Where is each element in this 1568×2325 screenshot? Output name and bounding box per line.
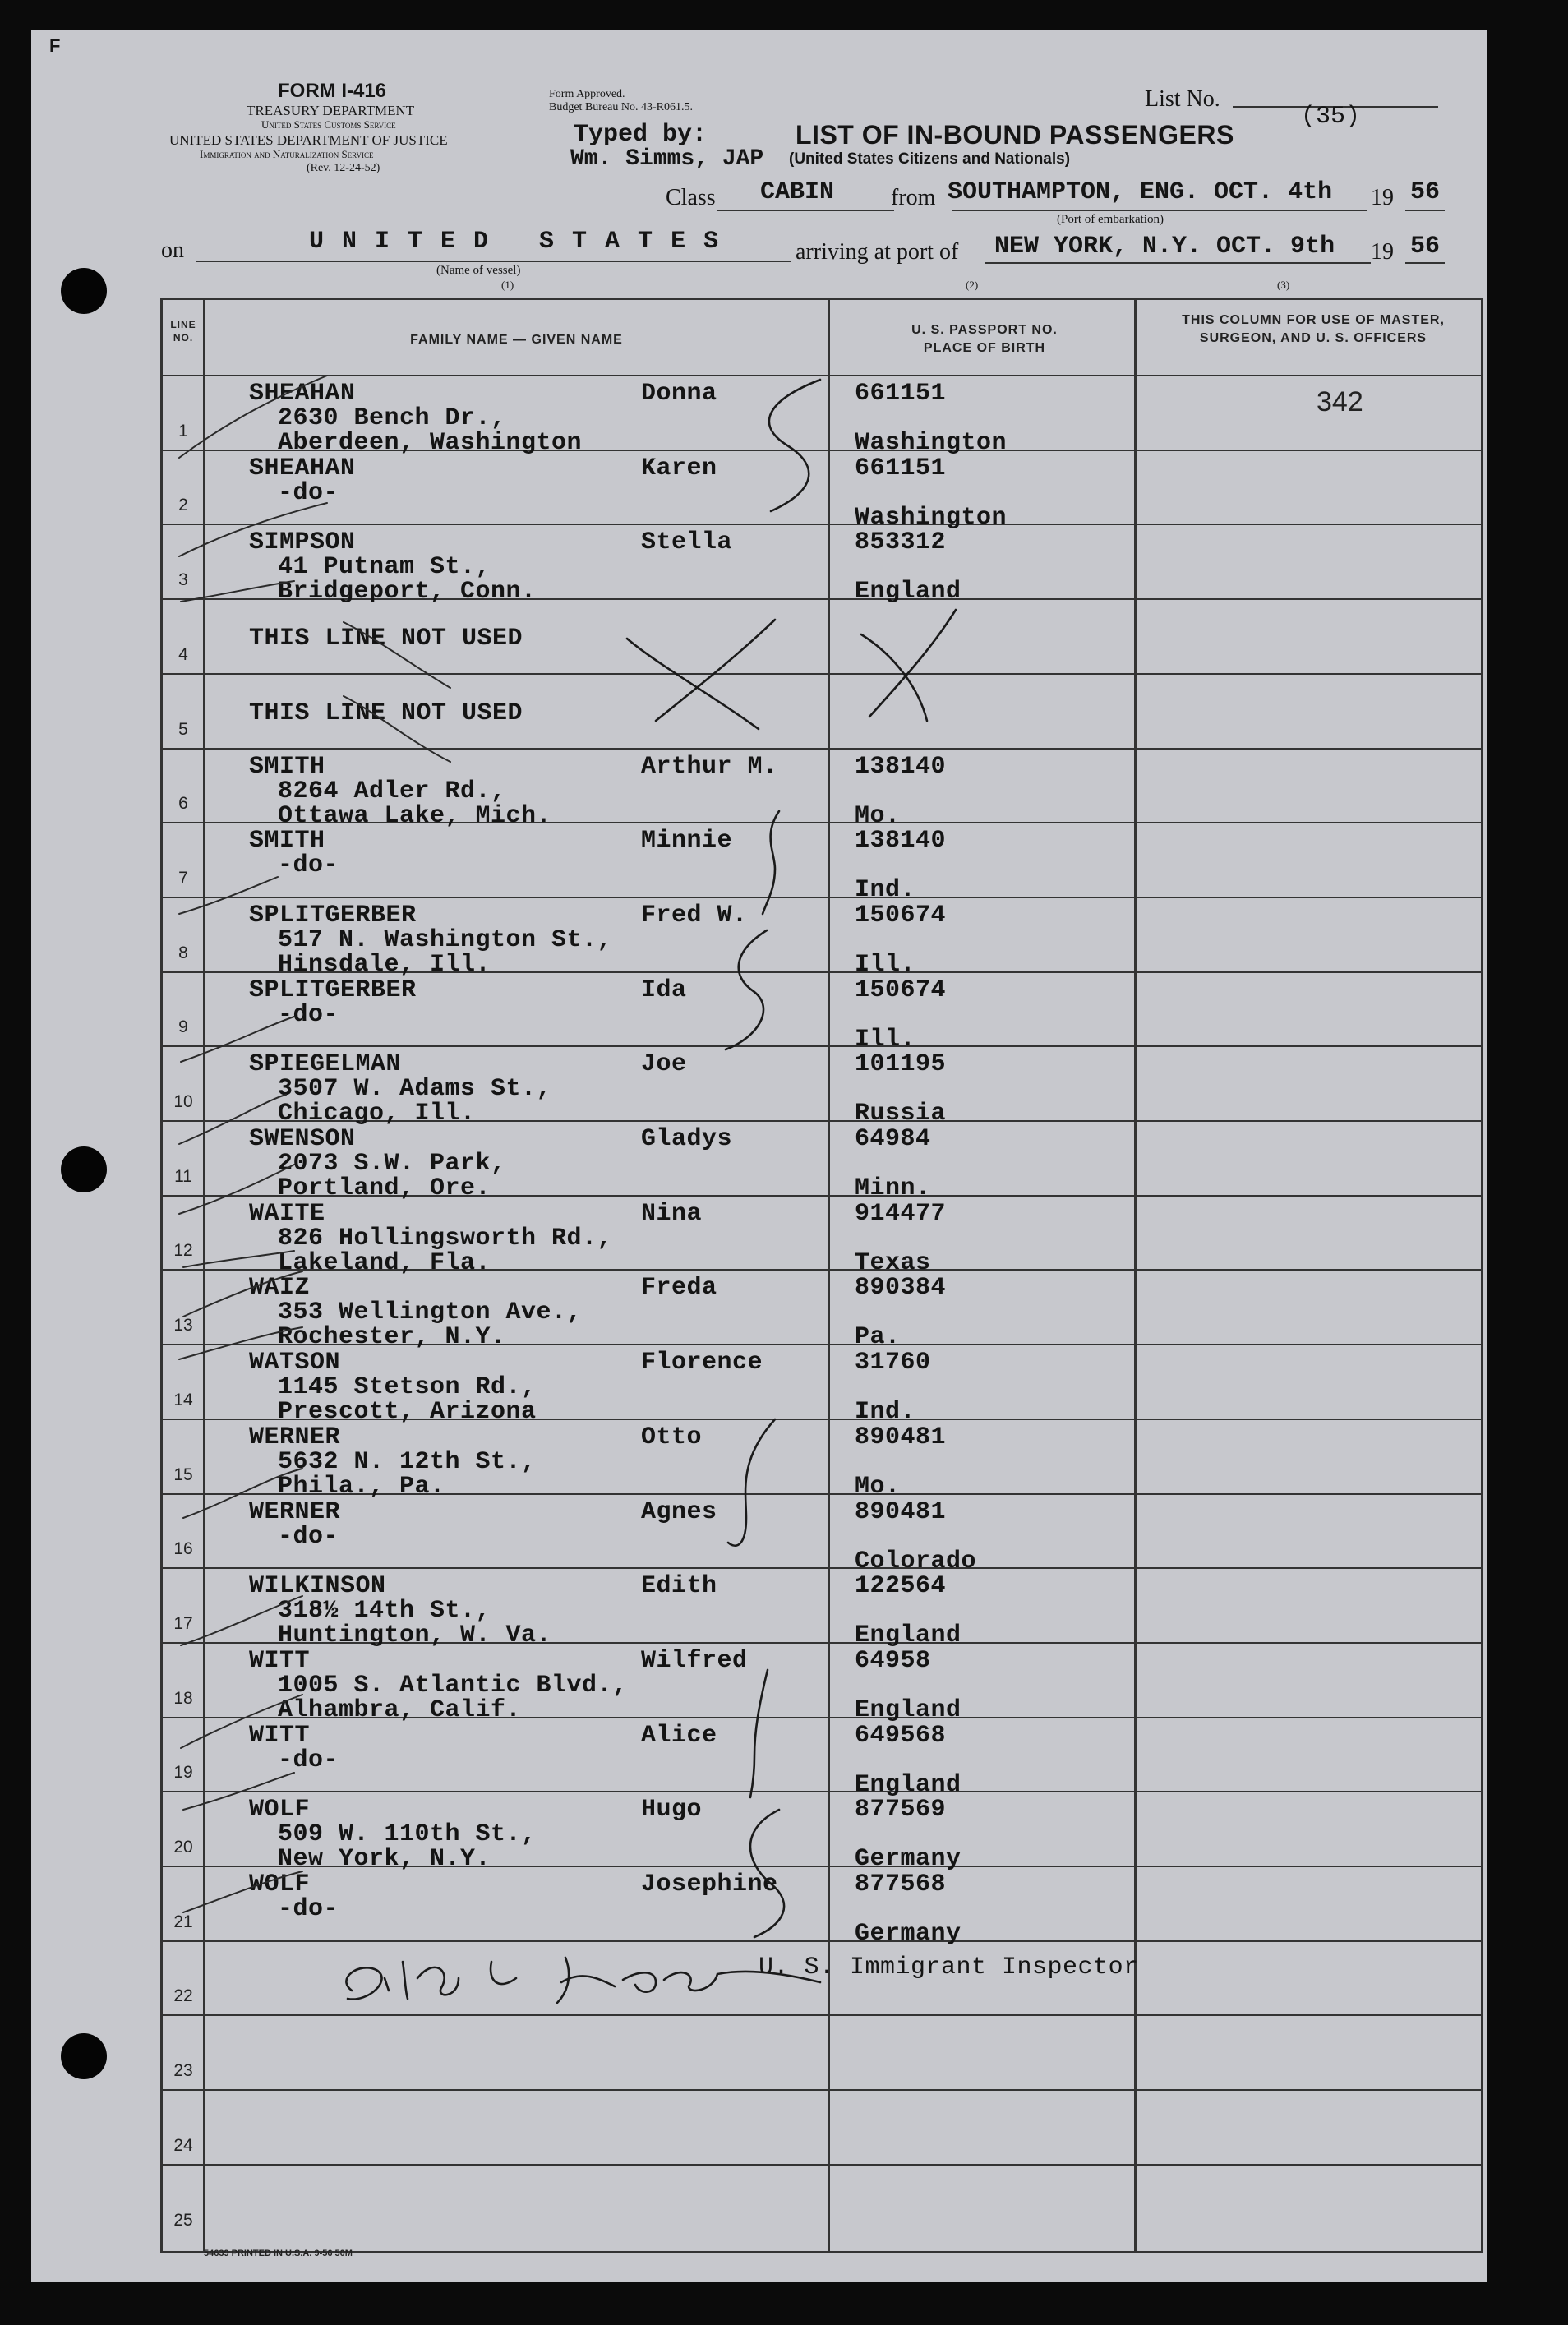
row-rule [163, 1567, 1481, 1569]
line-number: 1 [178, 422, 188, 441]
col3-number: (3) [1277, 279, 1290, 291]
address-line-1: -do- [278, 1001, 339, 1029]
form-subtitle: (United States Citizens and Nationals) [789, 150, 1071, 168]
form-title: LIST OF IN-BOUND PASSENGERS [796, 120, 1234, 150]
address-line-2: Phila., Pa. [278, 1473, 445, 1501]
address-line-1: 509 W. 110th St., [278, 1820, 537, 1848]
place-of-birth: Colorado [855, 1548, 977, 1575]
line-number: 25 [173, 2211, 193, 2230]
list-no-label: List No. [1145, 86, 1220, 112]
embarkation-value: SOUTHAMPTON, ENG. OCT. 4th [948, 178, 1333, 206]
passport-number: 138140 [855, 827, 947, 855]
dept1: TREASURY DEPARTMENT [247, 103, 415, 118]
row-rule [163, 1045, 1481, 1047]
passport-number: 914477 [855, 1200, 947, 1228]
family-name: SPLITGERBER [249, 902, 417, 930]
given-name: Ida [641, 976, 687, 1004]
address-line-1: -do- [278, 1746, 339, 1774]
line-number: 18 [173, 1689, 193, 1708]
col2-number: (2) [966, 279, 979, 291]
arrive-year-prefix: 19 [1371, 239, 1394, 265]
port-embarkation-caption: (Port of embarkation) [1057, 213, 1164, 226]
row-rule [163, 2014, 1481, 2016]
family-name: WOLF [249, 1871, 311, 1898]
address-line-1: 826 Hollingsworth Rd., [278, 1225, 613, 1252]
address-line-1: -do- [278, 1895, 339, 1923]
place-of-birth: England [855, 1696, 962, 1724]
line-number: 24 [173, 2136, 193, 2155]
address-line-2: Aberdeen, Washington [278, 429, 583, 457]
dept2: UNITED STATES DEPARTMENT OF JUSTICE [169, 132, 448, 148]
address-line-1: 353 Wellington Ave., [278, 1299, 583, 1326]
binder-hole-top [61, 268, 107, 314]
given-name: Joe [641, 1050, 687, 1078]
address-line-2: Portland, Ore. [278, 1174, 491, 1202]
header-officers: THIS COLUMN FOR USE OF MASTER, SURGEON, AND U. S. OFFICERS [1182, 313, 1445, 345]
given-name: Alice [641, 1722, 717, 1750]
arrival-port-value: NEW YORK, N.Y. OCT. 9th [994, 233, 1335, 261]
family-name: WERNER [249, 1498, 341, 1526]
place-of-birth: Minn. [855, 1174, 931, 1202]
place-of-birth: Washington [855, 504, 1008, 532]
place-of-birth: Ind. [855, 1398, 916, 1426]
signature-title: U. S. Immigrant Inspector [759, 1954, 1139, 1981]
place-of-birth: Ill. [855, 951, 916, 979]
header-name: FAMILY NAME — GIVEN NAME [410, 333, 623, 347]
passenger-table [160, 298, 1483, 2253]
given-name: Gladys [641, 1125, 733, 1153]
passport-number: 64984 [855, 1125, 931, 1153]
passport-number: 138140 [855, 753, 947, 781]
family-name: SMITH [249, 827, 325, 855]
place-of-birth: Ind. [855, 876, 916, 904]
from-year-prefix: 19 [1371, 185, 1394, 210]
dept1-sub: United States Customs Service [261, 118, 396, 131]
on-label: on [161, 238, 184, 263]
given-name: Edith [641, 1572, 717, 1600]
family-name: WERNER [249, 1423, 341, 1451]
place-of-birth: Pa. [855, 1323, 901, 1351]
form-number: FORM I-416 [278, 80, 387, 102]
family-name: WAITE [249, 1200, 325, 1228]
address-line-1: -do- [278, 479, 339, 507]
row-rule [163, 897, 1481, 898]
address-line-2: Chicago, Ill. [278, 1100, 476, 1128]
passport-number: 150674 [855, 902, 947, 930]
family-name: WATSON [249, 1349, 341, 1377]
address-line-1: 517 N. Washington St., [278, 926, 613, 954]
given-name: Wilfred [641, 1647, 748, 1675]
header-line-no: LINE NO. [170, 319, 196, 344]
address-line-2: Bridgeport, Conn. [278, 578, 537, 606]
line-number: 8 [178, 943, 188, 962]
header-passport: U. S. PASSPORT NO. PLACE OF BIRTH [911, 323, 1058, 355]
passport-number: 890481 [855, 1498, 947, 1526]
line-number: 21 [173, 1912, 193, 1931]
family-name: WITT [249, 1722, 311, 1750]
address-line-1: 1005 S. Atlantic Blvd., [278, 1672, 628, 1700]
vessel-col-num: (1) [501, 279, 514, 291]
given-name: Stella [641, 528, 733, 556]
given-name: Fred W. [641, 902, 748, 930]
list-number: (35) [1301, 103, 1361, 131]
line-number: 19 [173, 1763, 193, 1782]
corner-mark: F [49, 35, 61, 56]
family-name: SHEAHAN [249, 380, 356, 408]
line-number: 10 [173, 1092, 193, 1111]
address-line-1: -do- [278, 1523, 339, 1551]
place-of-birth: Mo. [855, 1473, 901, 1501]
row-rule [163, 2089, 1481, 2091]
line-number: 7 [178, 869, 188, 888]
line-number: 3 [178, 570, 188, 589]
budget-bureau: Budget Bureau No. 43-R061.5. [549, 101, 693, 113]
passport-number: 853312 [855, 528, 947, 556]
line-number: 16 [173, 1539, 193, 1558]
family-name: SPLITGERBER [249, 976, 417, 1004]
line-number: 2 [178, 496, 188, 514]
dept2-sub: Immigration and Naturalization Service [200, 148, 374, 160]
family-name: WITT [249, 1647, 311, 1675]
line-number: 23 [173, 2061, 193, 2080]
address-line-2: Lakeland, Fla. [278, 1249, 491, 1277]
line-number: 14 [173, 1391, 193, 1409]
binder-hole-middle [61, 1146, 107, 1192]
place-of-birth: Germany [855, 1920, 962, 1948]
address-line-1: 2073 S.W. Park, [278, 1150, 506, 1178]
passport-number: 890481 [855, 1423, 947, 1451]
family-name: SPIEGELMAN [249, 1050, 402, 1078]
passport-number: 877568 [855, 1871, 947, 1898]
given-name: Karen [641, 454, 717, 482]
given-name: Nina [641, 1200, 703, 1228]
from-year: 56 [1410, 178, 1441, 206]
row-rule [163, 1791, 1481, 1792]
given-name: Agnes [641, 1498, 717, 1526]
line-number: 11 [174, 1167, 192, 1186]
place-of-birth: England [855, 578, 962, 606]
row-rule [163, 673, 1481, 675]
row-rule [163, 1940, 1481, 1942]
class-value: CABIN [760, 178, 835, 206]
family-name: WAIZ [249, 1274, 311, 1302]
given-name: Freda [641, 1274, 717, 1302]
typed-by-label: Typed by: [574, 121, 708, 149]
address-line-1: 318½ 14th St., [278, 1597, 491, 1625]
arriving-label: arriving at port of [796, 239, 959, 265]
form-approved: Form Approved. [549, 88, 625, 100]
place-of-birth: Russia [855, 1100, 947, 1128]
row-rule [163, 2164, 1481, 2166]
officer-note: 342 [1317, 386, 1363, 417]
passport-number: 661151 [855, 454, 947, 482]
row-rule [163, 524, 1481, 525]
place-of-birth: Washington [855, 429, 1008, 457]
line-number: 22 [173, 1986, 193, 2005]
line-number: 17 [173, 1614, 193, 1633]
address-line-1: 3507 W. Adams St., [278, 1075, 552, 1103]
passport-number: 150674 [855, 976, 947, 1004]
given-name: Otto [641, 1423, 703, 1451]
passport-number: 31760 [855, 1349, 931, 1377]
from-label: from [891, 185, 936, 210]
address-line-1: 41 Putnam St., [278, 553, 491, 581]
place-of-birth: Germany [855, 1845, 962, 1873]
family-name: THIS LINE NOT USED [249, 699, 523, 727]
family-name: SMITH [249, 753, 325, 781]
place-of-birth: Texas [855, 1249, 931, 1277]
given-name: Donna [641, 380, 717, 408]
vessel-name: U N I T E D S T A T E S [309, 228, 721, 256]
address-line-1: 5632 N. 12th St., [278, 1448, 537, 1476]
passport-number: 877569 [855, 1796, 947, 1824]
address-line-2: Huntington, W. Va. [278, 1622, 552, 1649]
binder-hole-bottom [61, 2033, 107, 2079]
address-line-2: Ottawa Lake, Mich. [278, 802, 552, 830]
line-number: 12 [173, 1241, 193, 1260]
line-number: 15 [173, 1465, 193, 1484]
place-of-birth: England [855, 1622, 962, 1649]
passport-number: 649568 [855, 1722, 947, 1750]
passport-number: 661151 [855, 380, 947, 408]
printer-footer: 54639 PRINTED IN U.S.A. 9-56 50M [204, 2249, 353, 2258]
vessel-caption: (Name of vessel) [436, 264, 521, 277]
address-line-1: 2630 Bench Dr., [278, 404, 506, 432]
given-name: Arthur M. [641, 753, 778, 781]
line-number: 6 [178, 794, 188, 813]
address-line-2: Alhambra, Calif. [278, 1696, 522, 1724]
passport-number: 122564 [855, 1572, 947, 1600]
address-line-2: New York, N.Y. [278, 1845, 491, 1873]
family-name: THIS LINE NOT USED [249, 625, 523, 653]
given-name: Florence [641, 1349, 763, 1377]
row-rule [163, 748, 1481, 750]
address-line-2: Hinsdale, Ill. [278, 951, 491, 979]
typed-by: Wm. Simms, JAP [570, 146, 764, 172]
line-number: 5 [178, 720, 188, 739]
line-number: 20 [173, 1838, 193, 1857]
address-line-1: 8264 Adler Rd., [278, 777, 506, 805]
address-line-2: Prescott, Arizona [278, 1398, 537, 1426]
family-name: WOLF [249, 1796, 311, 1824]
address-line-1: 1145 Stetson Rd., [278, 1373, 537, 1401]
given-name: Minnie [641, 827, 733, 855]
address-line-2: Rochester, N.Y. [278, 1323, 506, 1351]
form-revision: (Rev. 12-24-52) [307, 162, 380, 174]
place-of-birth: Ill. [855, 1026, 916, 1054]
passenger-list-page [31, 30, 1487, 2282]
family-name: SWENSON [249, 1125, 356, 1153]
class-label: Class [666, 185, 716, 210]
line-number: 13 [173, 1316, 193, 1335]
arrive-year: 56 [1410, 233, 1441, 261]
family-name: SIMPSON [249, 528, 356, 556]
line-number: 9 [178, 1017, 188, 1036]
given-name: Hugo [641, 1796, 703, 1824]
passport-number: 890384 [855, 1274, 947, 1302]
given-name: Josephine [641, 1871, 778, 1898]
address-line-1: -do- [278, 851, 339, 879]
place-of-birth: Mo. [855, 802, 901, 830]
passport-number: 64958 [855, 1647, 931, 1675]
place-of-birth: England [855, 1771, 962, 1799]
family-name: WILKINSON [249, 1572, 386, 1600]
passport-number: 101195 [855, 1050, 947, 1078]
family-name: SHEAHAN [249, 454, 356, 482]
line-number: 4 [178, 645, 188, 664]
